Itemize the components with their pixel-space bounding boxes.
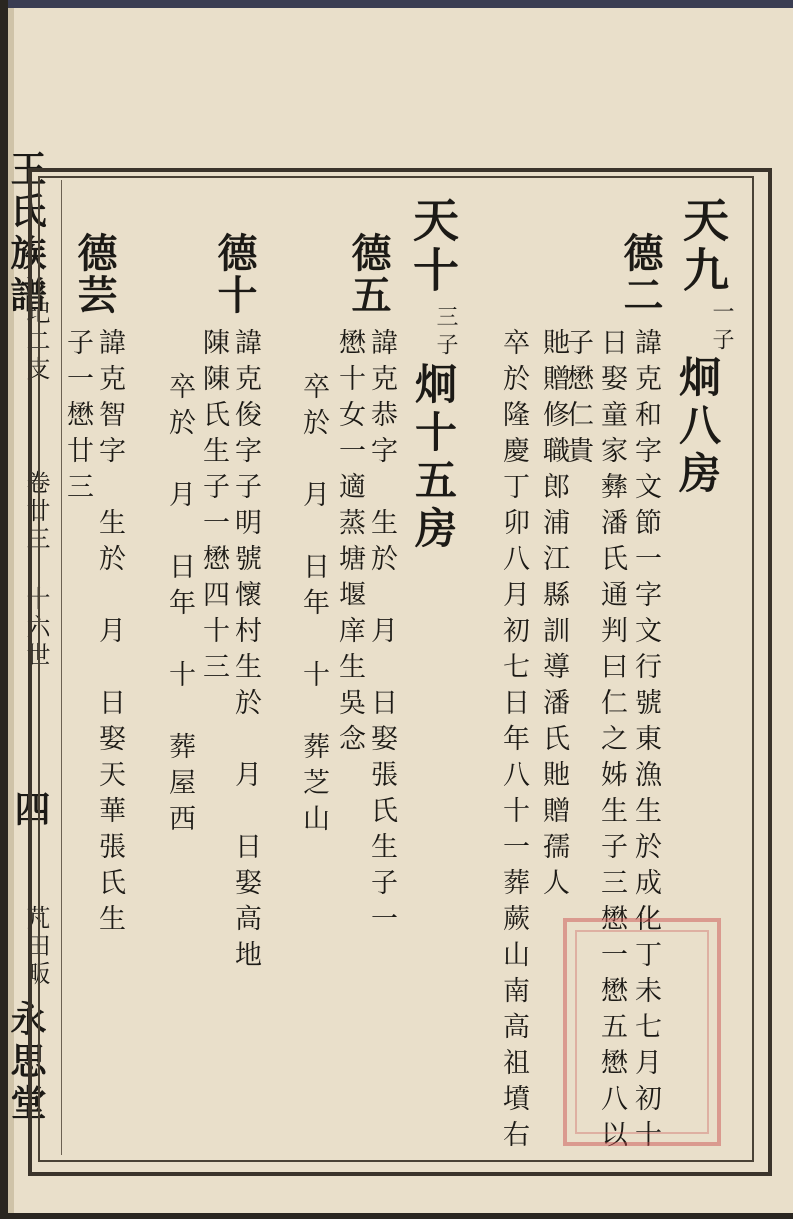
red-seal-stamp <box>563 918 721 1146</box>
generation-heading: 天十 <box>406 196 460 296</box>
entry-line: 卒於 月 日年 十 葬芝山 <box>298 372 329 840</box>
top-edge-band <box>8 0 793 8</box>
entry-line: 子懋仁貴 <box>562 328 593 472</box>
entry-line: 日娶童家彝潘氏通判曰仁之姊生子三懋一懋五懋八以 <box>596 328 627 1156</box>
leaf-number: 四 <box>9 790 51 832</box>
column-rule <box>61 180 62 1155</box>
entry-line: 諱克恭字 生於 月 日娶張氏生子一 <box>366 328 397 940</box>
hall-name: 永思堂 <box>5 1000 47 1126</box>
genealogy-title: 王氏族譜 <box>5 150 47 318</box>
entry-line: 貤贈修職郎浦江縣訓導潘氏貤贈孺人 <box>538 328 569 904</box>
place-name: 芃田畈 <box>22 905 50 989</box>
lineage-house: 炯八房 <box>673 355 722 499</box>
branch-label: 玘二支 <box>22 300 50 384</box>
person-name: 德十 <box>211 232 258 316</box>
entry-line: 懋十女一適蒸塘堰庠生吳念 <box>334 328 365 760</box>
entry-line: 陳陳氏生子一懋四十三 <box>198 328 229 688</box>
entry-line: 諱克俊字子明號懷村生於 月 日娶高地 <box>230 328 261 976</box>
volume-generation: 卷廿三 十六世 <box>22 470 50 670</box>
son-count: 三子 <box>433 305 458 361</box>
lineage-house: 炯十五房 <box>409 362 458 554</box>
entry-line: 子一懋廿三 <box>62 328 93 508</box>
entry-line: 諱克和字文節一字文行號東漁生於成化丁未七月初十 <box>630 328 661 1156</box>
entry-line: 卒於隆慶丁卯八月初七日年八十一葬蕨山南高祖墳右 <box>498 328 529 1156</box>
entry-line: 諱克智字 生於 月 日娶天華張氏生 <box>94 328 125 940</box>
person-name: 德芸 <box>71 232 118 316</box>
generation-heading: 天九 <box>676 196 730 296</box>
entry-line: 卒於 月 日年 十 葬屋西 <box>164 372 195 840</box>
person-name: 德二 <box>617 232 664 316</box>
person-name: 德五 <box>345 232 392 316</box>
son-count: 一子 <box>709 300 734 356</box>
